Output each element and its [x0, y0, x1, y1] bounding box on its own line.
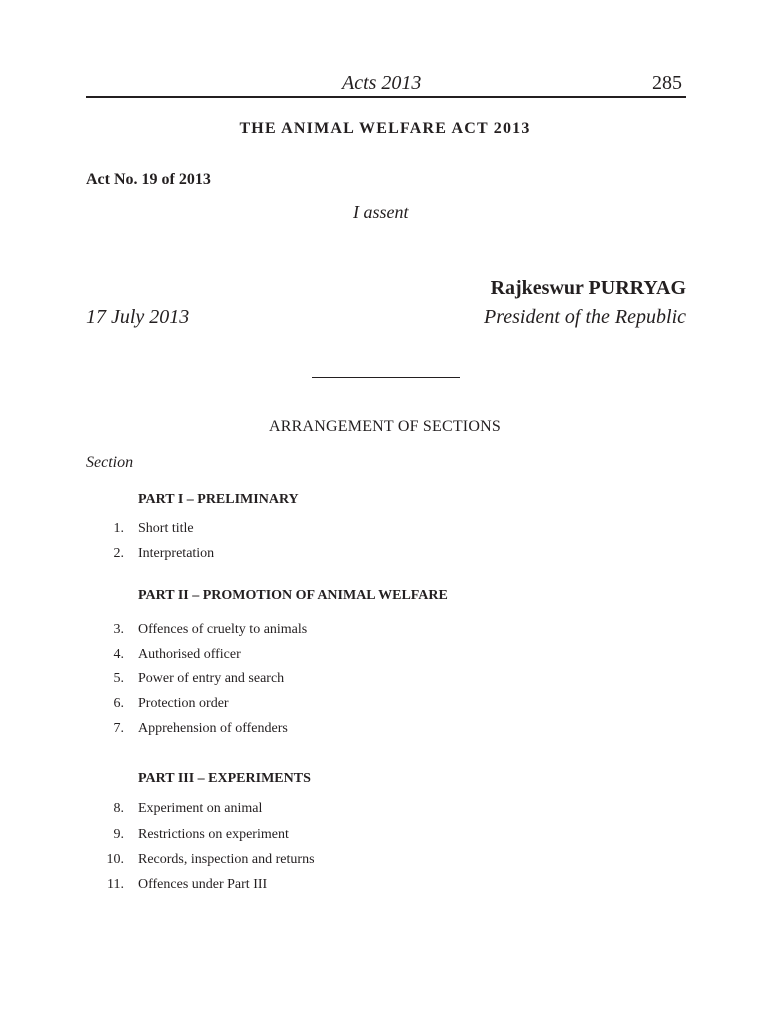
toc-item [0, 801, 770, 821]
president-title: President of the Republic [484, 306, 686, 328]
section-column-label: Section [86, 454, 134, 471]
toc-item [0, 546, 770, 566]
toc-number: 7. [113, 721, 124, 736]
toc-number: 6. [113, 696, 124, 711]
toc-item [0, 827, 770, 847]
header-title: Acts 2013 [342, 72, 422, 94]
toc-title: Power of entry and search [138, 671, 285, 686]
toc-item [0, 877, 770, 897]
toc-number: 1. [113, 521, 124, 536]
president-name: Rajkeswur PURRYAG [490, 277, 686, 299]
part-heading: PART I – PRELIMINARY [138, 492, 299, 507]
act-title: THE ANIMAL WELFARE ACT 2013 [239, 120, 531, 137]
toc-number: 3. [113, 622, 124, 637]
part-heading: PART III – EXPERIMENTS [138, 771, 311, 786]
toc-number: 11. [107, 877, 124, 892]
toc-item [0, 647, 770, 667]
toc-item [0, 696, 770, 716]
toc-title: Short title [138, 521, 194, 536]
toc-number: 10. [106, 852, 124, 867]
toc-title: Records, inspection and returns [138, 852, 315, 867]
act-number: Act No. 19 of 2013 [86, 171, 211, 188]
toc-title: Protection order [138, 696, 229, 711]
toc-title: Restrictions on experiment [138, 827, 289, 842]
assent-date: 17 July 2013 [86, 306, 190, 328]
page-number: 285 [652, 72, 682, 94]
toc-number: 8. [113, 801, 124, 816]
toc-title: Authorised officer [138, 647, 241, 662]
toc-title: Offences of cruelty to animals [138, 622, 308, 637]
toc-item [0, 852, 770, 872]
toc-number: 2. [113, 546, 124, 561]
assent-text: I assent [353, 202, 409, 222]
toc-number: 5. [113, 671, 124, 686]
arrangement-title: ARRANGEMENT OF SECTIONS [269, 418, 501, 435]
toc-title: Apprehension of offenders [138, 721, 288, 736]
part-heading: PART II – PROMOTION OF ANIMAL WELFARE [138, 588, 448, 603]
toc-item [0, 622, 770, 642]
header-rule [86, 96, 686, 98]
toc-item [0, 671, 770, 691]
toc-item [0, 721, 770, 741]
toc-title: Offences under Part III [138, 877, 268, 892]
toc-number: 9. [113, 827, 124, 842]
toc-number: 4. [113, 647, 124, 662]
section-divider [312, 377, 460, 378]
toc-title: Interpretation [138, 546, 215, 561]
toc-title: Experiment on animal [138, 801, 263, 816]
toc-item [0, 521, 770, 541]
